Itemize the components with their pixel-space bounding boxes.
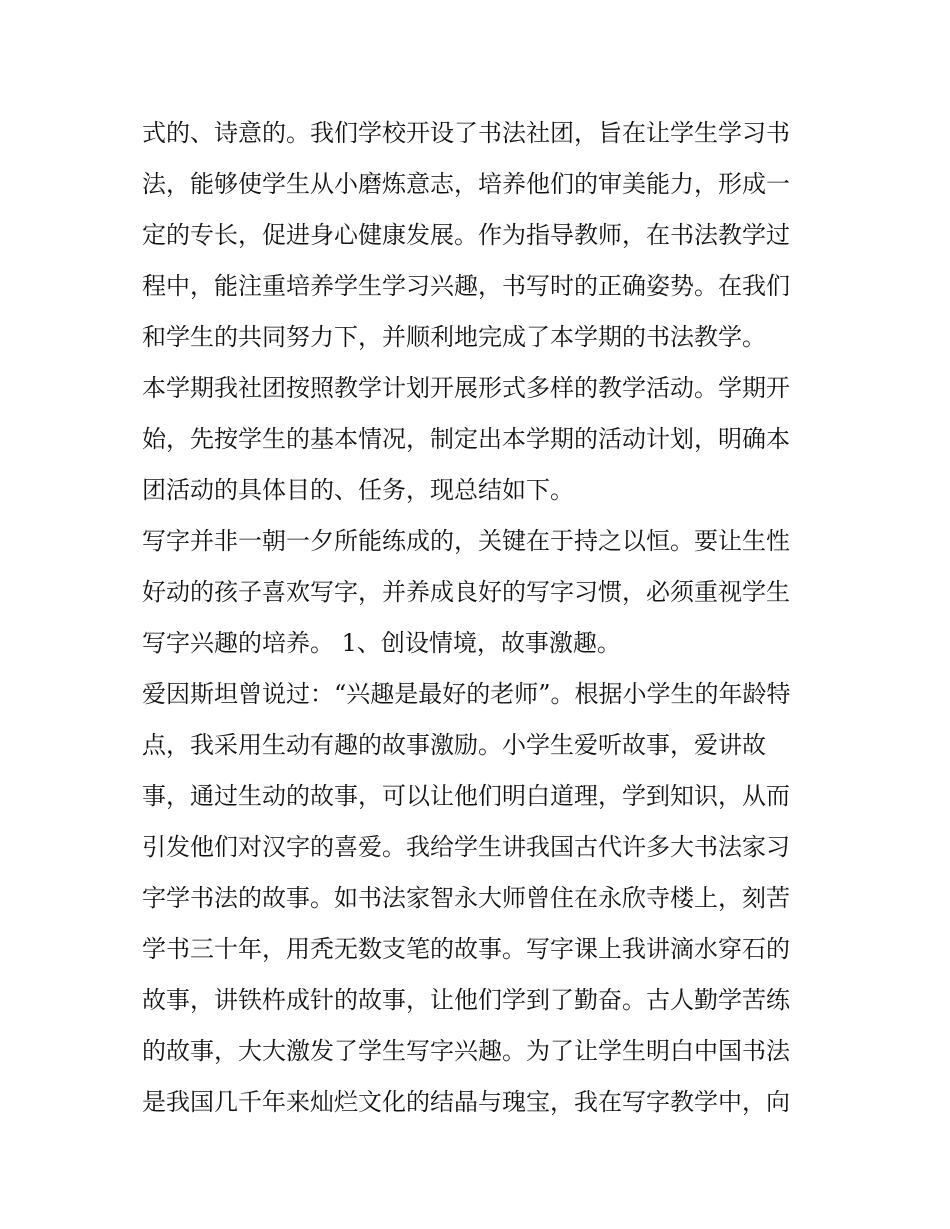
text-line: 团活动的具体目的、任务，现总结如下。 [142, 476, 574, 504]
text-line: 定的专长，促进身心健康发展。作为指导教师，在书法教学过 [142, 221, 790, 249]
text-line: 字学书法的故事。如书法家智永大师曾住在永欣寺楼上，刻苦 [142, 884, 790, 912]
text-line: 是我国几千年来灿烂文化的结晶与瑰宝，我在写字教学中，向 [142, 1088, 790, 1116]
text-line: 和学生的共同努力下，并顺利地完成了本学期的书法教学。 [142, 323, 766, 351]
text-line: 点，我采用生动有趣的故事激励。小学生爱听故事，爱讲故 [142, 731, 766, 759]
text-line: 写字兴趣的培养。 1、创设情境，故事激趣。 [142, 629, 621, 657]
text-line: 始，先按学生的基本情况，制定出本学期的活动计划，明确本 [142, 425, 790, 453]
text-line: 写字并非一朝一夕所能练成的，关键在于持之以恒。要让生性 [142, 527, 790, 555]
text-line: 事，通过生动的故事，可以让他们明白道理，学到知识，从而 [142, 782, 790, 810]
text-line: 法，能够使学生从小磨炼意志，培养他们的审美能力，形成一 [142, 170, 790, 198]
text-line: 引发他们对汉字的喜爱。我给学生讲我国古代许多大书法家习 [142, 833, 790, 861]
body-text [142, 108, 822, 1128]
text-line: 好动的孩子喜欢写字，并养成良好的写字习惯，必须重视学生 [142, 578, 790, 606]
text-line: 爱因斯坦曾说过：“兴趣是最好的老师”。根据小学生的年龄特 [142, 680, 791, 708]
text-line: 式的、诗意的。我们学校开设了书法社团，旨在让学生学习书 [142, 119, 790, 147]
text-line: 学书三十年，用秃无数支笔的故事。写字课上我讲滴水穿石的 [142, 935, 790, 963]
text-line: 故事，讲铁杵成针的故事，让他们学到了勤奋。古人勤学苦练 [142, 986, 790, 1014]
text-line: 程中，能注重培养学生学习兴趣，书写时的正确姿势。在我们 [142, 272, 790, 300]
text-line: 的故事，大大激发了学生写字兴趣。为了让学生明白中国书法 [142, 1037, 790, 1065]
text-line: 本学期我社团按照教学计划开展形式多样的教学活动。学期开 [142, 374, 790, 402]
